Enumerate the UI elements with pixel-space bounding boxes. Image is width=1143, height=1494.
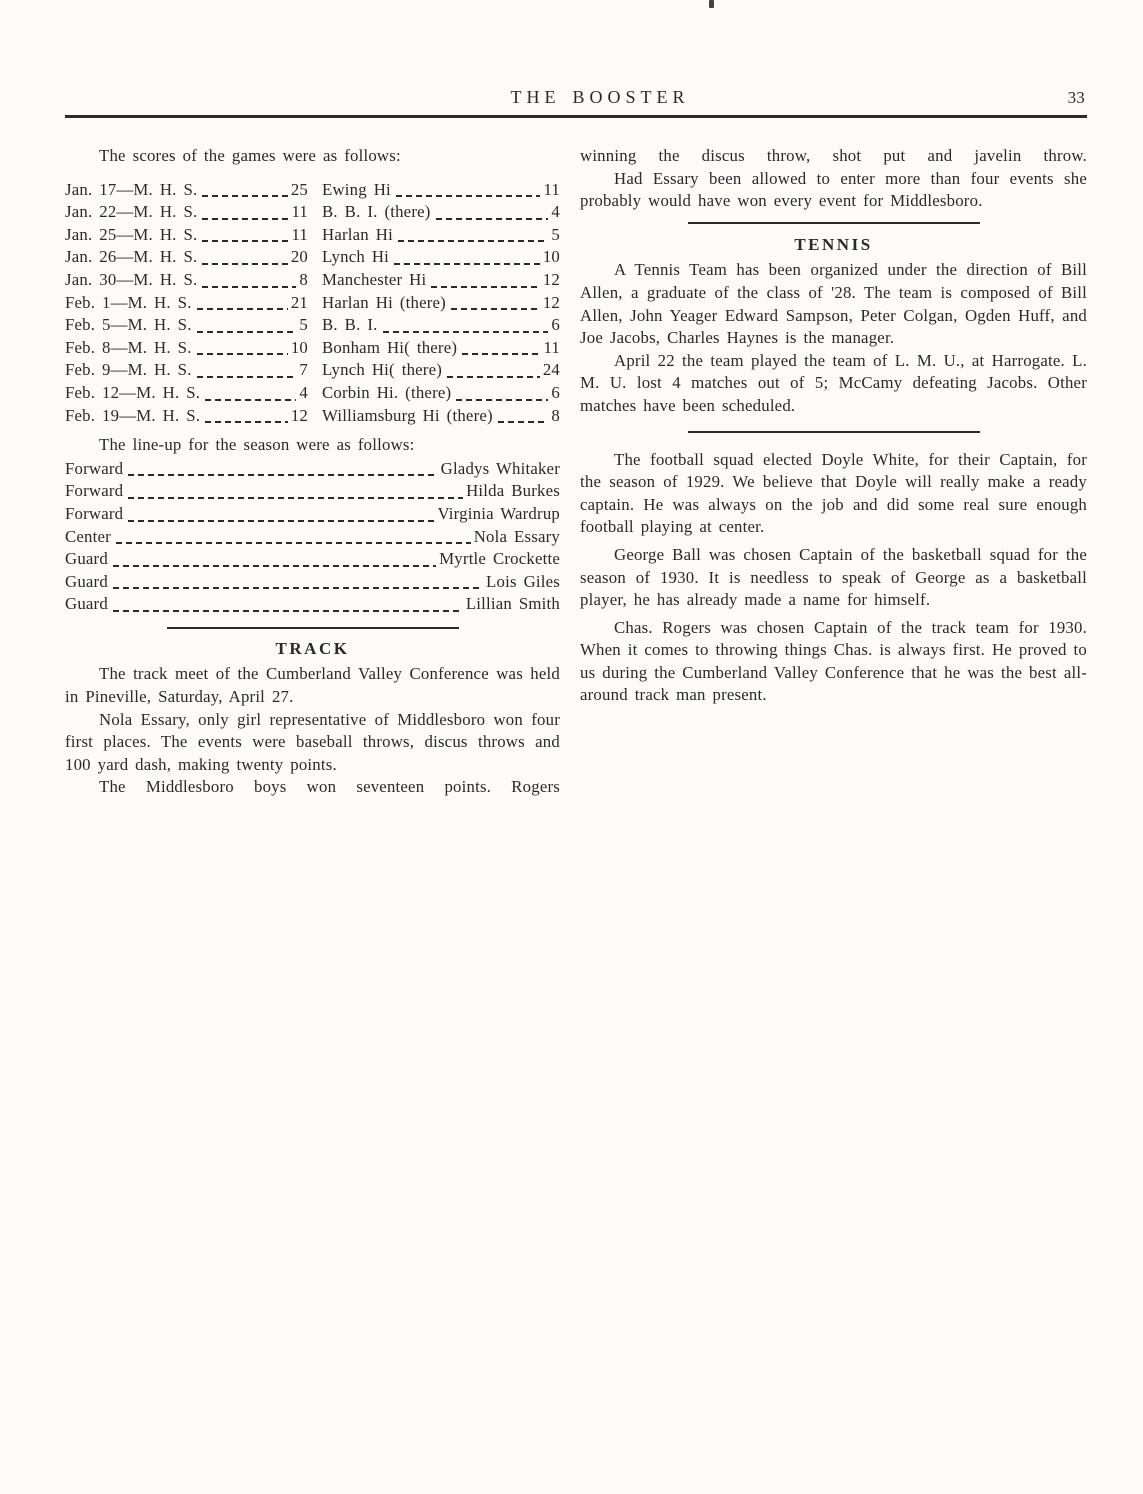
- essary-paragraph: Had Essary been allowed to enter more than four events she probably would have won every event for Middlesboro.: [580, 168, 1087, 211]
- score-row: [65, 201, 560, 224]
- score-home-value: 8: [299, 269, 308, 289]
- score-home-value: 25: [290, 179, 308, 199]
- dash-leader: [202, 286, 296, 288]
- score-row: [65, 359, 560, 382]
- lineup-row: [65, 458, 560, 481]
- score-home-value: 5: [299, 315, 308, 335]
- score-row: [65, 405, 560, 428]
- score-row: [65, 292, 560, 315]
- lineup-name: Lillian Smith: [465, 594, 560, 614]
- dash-leader: [116, 542, 471, 544]
- dash-leader: [202, 195, 287, 197]
- lineup-name: Hilda Burkes: [466, 481, 560, 501]
- dash-leader: [436, 218, 549, 220]
- page-title: THE BOOSTER: [510, 87, 690, 107]
- score-away-value: 24: [542, 360, 560, 380]
- score-home-team: Jan. 25—M. H. S.: [65, 224, 198, 244]
- score-away-cell: [322, 292, 560, 315]
- dash-leader: [197, 331, 297, 333]
- dash-leader: [456, 399, 548, 401]
- score-home-cell: [65, 269, 308, 292]
- score-away-cell: [322, 246, 560, 269]
- lineup-name: Lois Giles: [486, 571, 560, 591]
- score-away-value: 11: [543, 179, 560, 199]
- dash-leader: [431, 286, 539, 288]
- score-away-team: Williamsburg Hi (there): [322, 405, 493, 425]
- score-home-cell: [65, 359, 308, 382]
- score-away-team: Harlan Hi: [322, 224, 393, 244]
- score-away-value: 11: [543, 337, 560, 357]
- score-home-cell: [65, 314, 308, 337]
- score-home-cell: [65, 224, 308, 247]
- dash-leader: [202, 240, 288, 242]
- scores-table: [65, 179, 560, 428]
- tennis-paragraph: A Tennis Team has been organized under the direction of Bill Allen, a graduate of the class of '28. The team is composed of Bill Allen, John Yeager Edward Sampson, Peter Colgan, Ogden Huff, and Joe Jacobs, Charles Haynes is the manager.: [580, 260, 1087, 348]
- score-home-cell: [65, 292, 308, 315]
- dash-leader: [383, 331, 549, 333]
- score-row: [65, 269, 560, 292]
- score-home-team: Jan. 30—M. H. S.: [65, 269, 198, 289]
- score-away-team: Ewing Hi: [322, 179, 391, 199]
- tennis-paragraph: April 22 the team played the team of L. M. U., at Harrogate. L. M. U. lost 4 matches out of 5; McCamy defeating Jacobs. Other matches have been scheduled.: [580, 350, 1087, 415]
- score-home-cell: [65, 382, 308, 405]
- score-home-value: 12: [290, 405, 308, 425]
- dash-leader: [128, 474, 437, 476]
- score-home-team: Feb. 12—M. H. S.: [65, 382, 201, 402]
- score-home-cell: [65, 201, 308, 224]
- score-home-team: Jan. 17—M. H. S.: [65, 179, 198, 199]
- score-away-cell: [322, 224, 560, 247]
- score-row: [65, 224, 560, 247]
- dash-leader: [197, 308, 288, 310]
- captain-paragraph: Chas. Rogers was chosen Captain of the track team for 1930. When it comes to throwing things Chas. is always first. He proved to us during the Cumberland Valley Conference that he was the best all-around track man present.: [580, 617, 1087, 705]
- score-away-value: 4: [551, 202, 560, 222]
- dash-leader: [205, 421, 288, 423]
- score-home-team: Feb. 1—M. H. S.: [65, 292, 192, 312]
- section-divider: [688, 431, 980, 433]
- score-away-cell: [322, 314, 560, 337]
- score-home-team: Jan. 26—M. H. S.: [65, 247, 198, 267]
- dash-leader: [498, 421, 549, 423]
- score-home-team: Feb. 5—M. H. S.: [65, 315, 192, 335]
- score-home-team: Feb. 8—M. H. S.: [65, 337, 192, 357]
- lineup-position: Forward: [65, 481, 124, 501]
- score-row: [65, 337, 560, 360]
- score-home-value: 11: [291, 202, 308, 222]
- score-away-team: Lynch Hi( there): [322, 360, 443, 380]
- score-away-value: 6: [551, 315, 560, 335]
- lineup-position: Forward: [65, 503, 124, 523]
- score-away-cell: [322, 359, 560, 382]
- score-row: [65, 382, 560, 405]
- dash-leader: [202, 218, 288, 220]
- score-home-team: Jan. 22—M. H. S.: [65, 202, 198, 222]
- score-away-value: 12: [542, 292, 560, 312]
- lineup-row: [65, 526, 560, 549]
- score-away-value: 6: [551, 382, 560, 402]
- dash-leader: [113, 565, 436, 567]
- dash-leader: [128, 497, 463, 499]
- lineup-name: Nola Essary: [473, 526, 560, 546]
- dash-leader: [451, 308, 540, 310]
- lineup-position: Guard: [65, 549, 108, 569]
- score-away-team: B. B. I.: [322, 315, 378, 335]
- lineup-name: Virginia Wardrup: [437, 503, 560, 523]
- score-home-value: 4: [299, 382, 308, 402]
- left-column: [65, 145, 560, 799]
- dash-leader: [447, 376, 540, 378]
- scores-intro: The scores of the games were as follows:: [99, 146, 401, 165]
- right-column: [580, 145, 1087, 799]
- lineup-name: Myrtle Crockette: [439, 549, 560, 569]
- header-rule: [65, 115, 1087, 118]
- lineup-row: [65, 571, 560, 594]
- score-away-cell: [322, 201, 560, 224]
- score-away-cell: [322, 382, 560, 405]
- score-home-team: Feb. 19—M. H. S.: [65, 405, 201, 425]
- score-away-value: 12: [542, 269, 560, 289]
- score-home-value: 20: [290, 247, 308, 267]
- score-away-team: Manchester Hi: [322, 269, 427, 289]
- score-away-value: 5: [551, 224, 560, 244]
- dash-leader: [197, 376, 297, 378]
- page-number: 33: [1067, 88, 1085, 107]
- score-away-team: Harlan Hi (there): [322, 292, 446, 312]
- dash-leader: [113, 610, 463, 612]
- dash-leader: [113, 587, 483, 589]
- lineup-intro: The line-up for the season were as follows:: [99, 435, 415, 455]
- dash-leader: [396, 195, 541, 197]
- score-home-team: Feb. 9—M. H. S.: [65, 360, 192, 380]
- dash-leader: [462, 353, 540, 355]
- lineup-list: [65, 458, 560, 616]
- page-header: [65, 86, 1087, 112]
- dash-leader: [128, 520, 434, 522]
- lineup-row: [65, 480, 560, 503]
- score-row: [65, 179, 560, 202]
- dash-leader: [205, 399, 296, 401]
- lineup-position: Guard: [65, 594, 108, 614]
- lineup-row: [65, 503, 560, 526]
- lineup-row: [65, 593, 560, 616]
- content-columns: [65, 145, 1087, 799]
- continuation-line: winning the discus throw, shot put and javelin throw.: [580, 146, 1087, 165]
- score-away-value: 8: [551, 405, 560, 425]
- score-away-value: 10: [542, 247, 560, 267]
- track-paragraph: The Middlesboro boys won seventeen points. Rogers: [99, 777, 560, 797]
- score-home-cell: [65, 179, 308, 202]
- track-paragraph: Nola Essary, only girl representative of Middlesboro won four first places. The events were baseball throws, discus throws and 100 yard dash, making twenty points.: [65, 709, 560, 774]
- lineup-position: Center: [65, 526, 111, 546]
- score-home-value: 21: [290, 292, 308, 312]
- score-away-team: B. B. I. (there): [322, 202, 431, 222]
- lineup-position: Guard: [65, 571, 108, 591]
- score-row: [65, 246, 560, 269]
- dash-leader: [398, 240, 548, 242]
- section-divider: [688, 222, 980, 224]
- ink-speck: [709, 0, 714, 8]
- score-home-cell: [65, 405, 308, 428]
- dash-leader: [202, 263, 287, 265]
- score-away-cell: [322, 337, 560, 360]
- lineup-position: Forward: [65, 458, 124, 478]
- captain-paragraph: George Ball was chosen Captain of the basketball squad for the season of 1930. It is needless to speak of George as a basketball player, he has already made a name for himself.: [580, 544, 1087, 610]
- score-away-cell: [322, 179, 560, 202]
- score-away-team: Corbin Hi. (there): [322, 382, 452, 402]
- track-paragraph: The track meet of the Cumberland Valley Conference was held in Pineville, Saturday, April 27.: [65, 664, 560, 707]
- section-divider: [167, 627, 459, 629]
- score-home-value: 10: [290, 337, 308, 357]
- score-away-cell: [322, 405, 560, 428]
- score-home-cell: [65, 246, 308, 269]
- captain-paragraph: The football squad elected Doyle White, for their Captain, for the season of 1929. We believe that Doyle will really make a ready captain. He was always on the job and did some real sure enough football playing at center.: [580, 449, 1087, 537]
- track-heading: TRACK: [275, 638, 350, 658]
- tennis-heading: TENNIS: [794, 234, 873, 254]
- score-home-value: 11: [291, 224, 308, 244]
- score-row: [65, 314, 560, 337]
- dash-leader: [394, 263, 540, 265]
- score-home-value: 7: [299, 360, 308, 380]
- score-away-team: Lynch Hi: [322, 247, 390, 267]
- score-home-cell: [65, 337, 308, 360]
- dash-leader: [197, 353, 288, 355]
- lineup-name: Gladys Whitaker: [440, 458, 560, 478]
- score-away-team: Bonham Hi( there): [322, 337, 458, 357]
- score-away-cell: [322, 269, 560, 292]
- lineup-row: [65, 548, 560, 571]
